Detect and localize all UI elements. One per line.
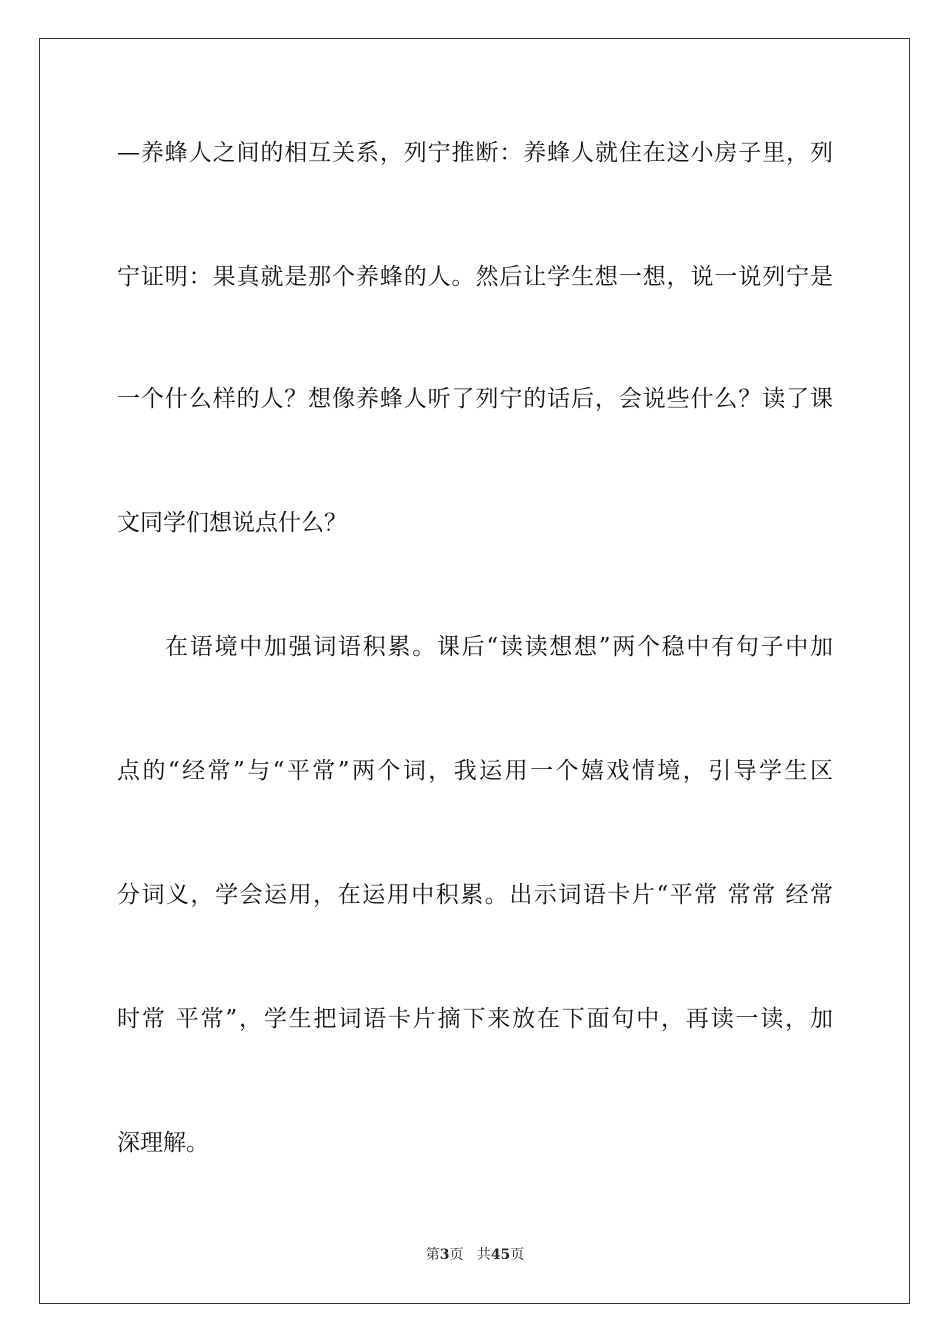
total-page-number: 45 xyxy=(490,1247,511,1263)
footer-middle: 页 共 xyxy=(449,1247,491,1263)
footer-prefix: 第 xyxy=(425,1247,440,1263)
text-line-3: 一个什么样的人？想像养蜂人听了列宁的话后，会说些什么？读了课 xyxy=(117,386,833,412)
text-line-5: 在语境中加强词语积累。课后“读读想想”两个稳中有句子中加 xyxy=(165,634,833,660)
text-line-9: 深理解。 xyxy=(117,1130,209,1156)
text-line-8: 时常 平常”，学生把词语卡片摘下来放在下面句中，再读一读，加 xyxy=(117,1006,833,1032)
text-line-4: 文同学们想说点什么？ xyxy=(117,510,347,536)
footer-suffix: 页 xyxy=(510,1247,525,1263)
text-line-7: 分词义，学会运用，在运用中积累。出示词语卡片“平常 常常 经常 xyxy=(117,882,833,908)
text-line-2: 宁证明：果真就是那个养蜂的人。然后让学生想一想，说一说列宁是 xyxy=(117,264,833,290)
text-line-6: 点的“经常”与“平常”两个词，我运用一个嬉戏情境，引导学生区 xyxy=(117,758,833,784)
page-footer xyxy=(0,1246,950,1264)
text-line-1: —养蜂人之间的相互关系，列宁推断：养蜂人就住在这小房子里，列 xyxy=(117,140,833,166)
current-page-number: 3 xyxy=(439,1247,450,1263)
page-frame xyxy=(39,38,910,1304)
